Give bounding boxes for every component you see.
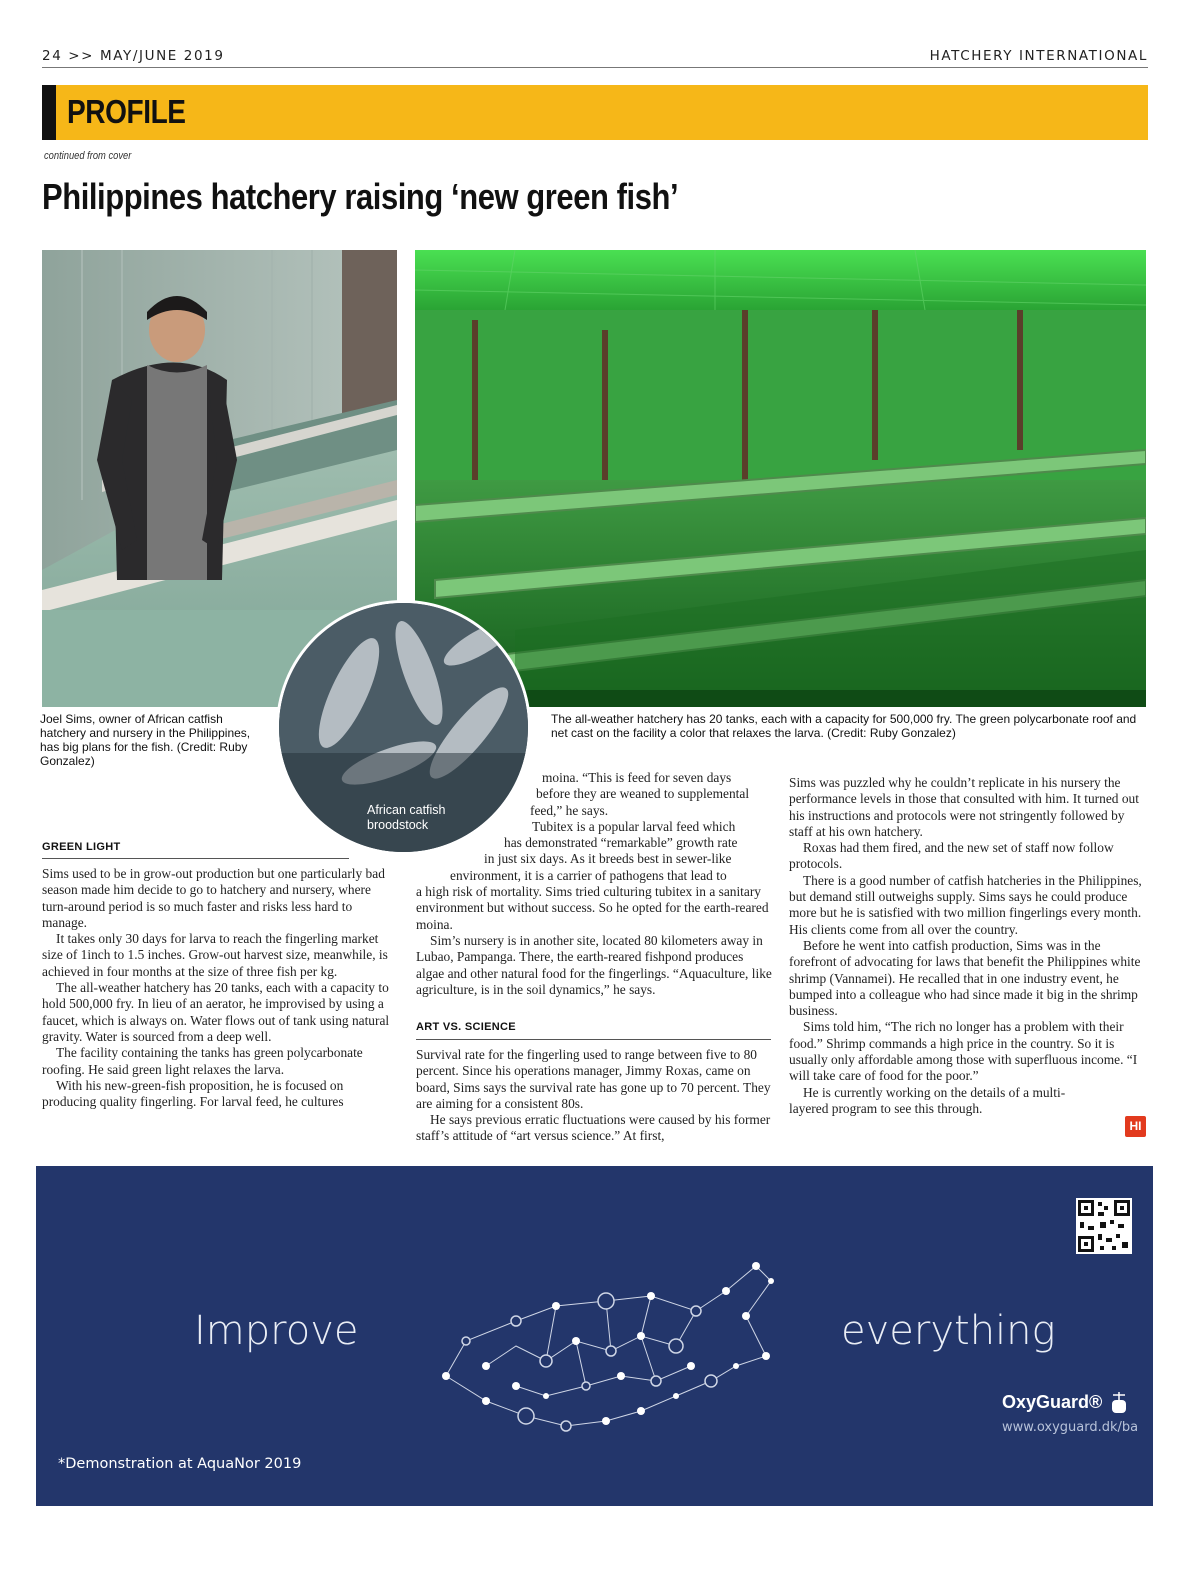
paragraph: Sims was puzzled why he couldn’t replicate in his nursery the performance levels in those that consulted with him. It turned out his instructions and protocols were not stringently followed by staff at his own hatchery. [789,775,1139,839]
qr-code-icon[interactable] [1076,1198,1132,1254]
inset-caption-line2: broodstock [367,818,429,832]
publication-name: HATCHERY INTERNATIONAL [929,48,1148,64]
text-line: feed,” he says. [530,802,609,818]
text-line: in just six days. As it breeds best in sewer-like [484,851,732,867]
text-line: has demonstrated “remarkable” growth rate [504,835,738,851]
inset-caption-line1: African catfish [367,803,446,817]
page-header [42,48,1148,68]
subhead-rule [416,1039,771,1040]
photo-hatchery-tanks-image [415,250,1146,707]
oxyguard-sensor-icon [1108,1392,1130,1414]
text-line: Tubitex is a popular larval feed which [532,818,736,834]
section-band [42,85,1148,140]
caption-left: Joel Sims, owner of African catfish hatchery and nursery in the Philippines, has big plans for the fish. (Credit: Ruby Gonzalez) [40,712,251,768]
issue-info: 24 >> MAY/JUNE 2019 [42,48,225,64]
ad-demo-note: *Demonstration at AquaNor 2019 [58,1456,302,1472]
qr-code-graphic [1076,1198,1132,1254]
paragraph: Sim’s nursery is in another site, located 80 kilometers away in Lubao, Pampanga. There, the earth-reared fishpond produces algae and other natural food for the fingerlings. “Aquaculture, like agriculture, is in the soil dynamics,” he says. [416,932,772,997]
paragraph: The all-weather hatchery has 20 tanks, each with a capacity to hold 500,000 fry. In lieu of an aerator, he improvised by using a faucet, which is always on. Water flows out of tank using natural gravity. Water is sourced from a deep well. [42,980,390,1044]
text-line: before they are weaned to supplemental [536,786,750,802]
caption-right: The all-weather hatchery has 20 tanks, each with a capacity for 500,000 fry. The green polycarbonate roof and net cast on the facility a color that relaxes the larva. (Credit: Ruby Gonzalez) [551,712,1137,740]
paragraph: Roxas had them fired, and the new set of staff now follow protocols. [789,840,1114,872]
paragraph: With his new-green-fish proposition, he is focused on producing quality fingerling. For larval feed, he cultures [42,1077,344,1110]
end-mark-logo: HI [1125,1116,1146,1137]
paragraph: The facility containing the tanks has green polycarbonate roofing. He said green light relaxes the larva. [42,1045,363,1077]
paragraph: Sims told him, “The rich no longer has a problem with their food.” Shrimp commands a high price in the country. So it is usually only affordable among those with superfluous income. “I will take care of food for the poor.” [789,1019,1138,1084]
fish-constellation-graphic [426,1226,786,1456]
paragraph: a high risk of mortality. Sims tried culturing tubitex in a sanitary environment but without success. So he opted for the earth-reared moina. [416,884,769,932]
section-label: PROFILE [67,93,186,130]
paragraph: It takes only 30 days for larva to reach the fingerling market size of 1inch to 1.5 inches. Grow-out harvest size, meanwhile, is achieved in four months at the size of three fish per kg. [42,931,388,979]
oxyguard-url-link[interactable]: www.oxyguard.dk/ba [1002,1420,1139,1435]
ad-slogan-left: Improve [194,1308,359,1354]
paragraph: There is a good number of catfish hatcheries in the Philippines, but demand still outweighs supply. Sims says he could produce more but he is satisfied with two million fingerlings every month. His clients come from all over the country. [789,872,1142,937]
article-column-2-continued [416,1047,772,1145]
paragraph: Sims used to be in grow-out production but one particularly bad season made him decide to go to hatchery and nursery, where turn-around period is so much faster and risks less hard to manage. [42,866,385,930]
subhead-art-vs-science: ART VS. SCIENCE [416,1021,516,1033]
paragraph: He says previous erratic fluctuations were caused by his former staff’s attitude of “art versus science.” At first, [416,1112,771,1144]
paragraph: Before he went into catfish production, Sims was in the forefront of advocating for laws that benefit the Philippines white shrimp (Vannamei). He recalled that in one industry event, he bumped into a colleague who had since made it big in the shrimp business. [789,937,1141,1019]
section-bar [42,85,56,140]
paragraph: He is currently working on the details of a multi-layered program to see this through. [789,1084,1066,1116]
oxyguard-brand: OxyGuard® [1002,1392,1103,1412]
photo-hatchery-tanks [415,250,1146,707]
text-line: environment, it is a carrier of pathogens that lead to [450,867,727,883]
subhead-rule [42,858,349,859]
article-column-1 [42,866,398,1110]
headline: Philippines hatchery raising ‘new green fish’ [42,176,679,217]
ad-slogan-right: everything [841,1308,1056,1354]
subhead-green-light: GREEN LIGHT [42,841,121,853]
continued-note: continued from cover [44,150,132,162]
article-column-3 [789,775,1146,1117]
paragraph: Survival rate for the fingerling used to range between five to 80 percent. Since his operations manager, Jimmy Roxas, came on board, Sims says the survival rate has gone up to 70 percent. They are aiming for a consistent 80s. [416,1047,771,1111]
oxyguard-advertisement[interactable] [36,1166,1153,1506]
article-column-2 [416,770,772,998]
text-line: moina. “This is feed for seven days [542,770,732,785]
